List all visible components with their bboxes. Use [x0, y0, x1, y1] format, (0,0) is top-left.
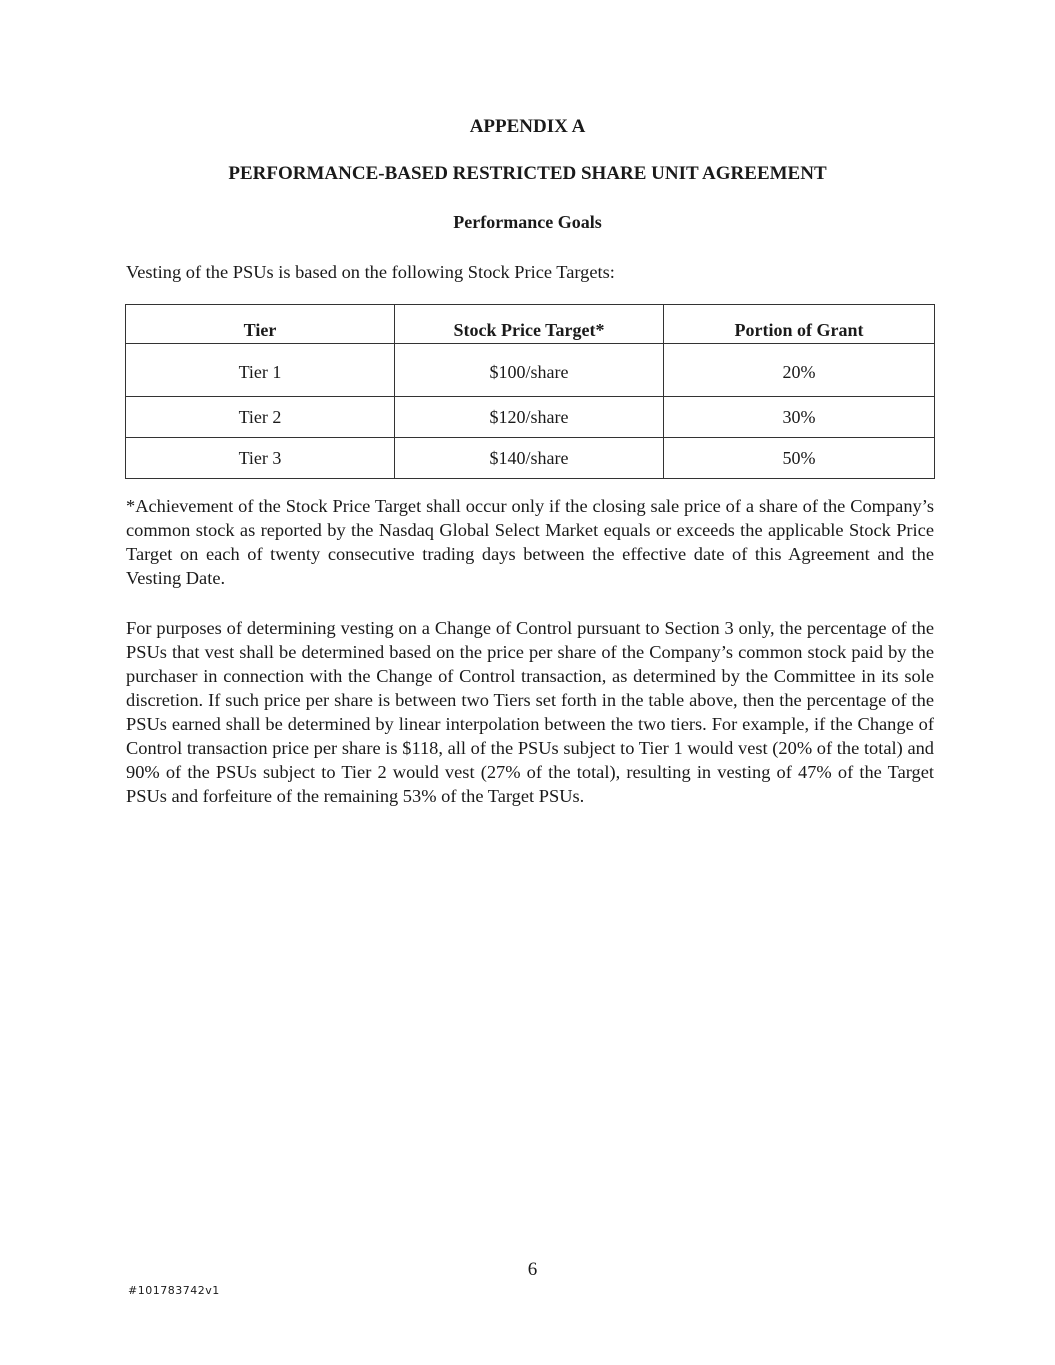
portion-cell: 20% — [664, 344, 935, 397]
table-row — [126, 438, 935, 479]
table-header-row — [126, 305, 935, 344]
change-of-control-paragraph: For purposes of determining vesting on a Change of Control pursuant to Section 3 only, the percentage of the PSUs that vest shall be determined based on the price per share of the Company’s common stock paid by the purchaser in connection with the Change of Control transaction, as determined by the Committee in its sole discretion. If such price per share is between two Tiers set forth in the table above, then the percentage of the PSUs earned shall be determined by linear interpolation between the two tiers. For example, if the Change of Control transaction price per share is $118, all of the PSUs subject to Tier 1 would vest (20% of the total) and 90% of the PSUs subject to Tier 2 would vest (27% of the total), resulting in vesting of 47% of the Target PSUs and forfeiture of the remaining 53% of the Target PSUs. — [126, 618, 934, 806]
portion-cell: 50% — [664, 438, 935, 479]
section-title: Performance Goals — [453, 212, 602, 232]
appendix-title: APPENDIX A — [469, 116, 586, 137]
header-stock-price-target: Stock Price Target* — [395, 305, 664, 344]
agreement-title: PERFORMANCE-BASED RESTRICTED SHARE UNIT AGREEMENT — [228, 163, 827, 184]
table-row — [126, 397, 935, 438]
page-number: 6 — [527, 1259, 538, 1280]
tier-cell: Tier 3 — [126, 438, 395, 479]
header-tier: Tier — [126, 305, 395, 344]
header-portion-of-grant: Portion of Grant — [664, 305, 935, 344]
price-target-cell: $120/share — [395, 397, 664, 438]
price-target-cell: $100/share — [395, 344, 664, 397]
portion-cell: 30% — [664, 397, 935, 438]
price-target-cell: $140/share — [395, 438, 664, 479]
table-row — [126, 344, 935, 397]
intro-paragraph: Vesting of the PSUs is based on the following Stock Price Targets: — [126, 262, 615, 282]
stock-price-targets-table — [125, 304, 935, 479]
tier-cell: Tier 2 — [126, 397, 395, 438]
footnote-paragraph: *Achievement of the Stock Price Target shall occur only if the closing sale price of a share of the Company’s common stock as reported by the Nasdaq Global Select Market equals or exceeds the applicable Stock Price Target on each of twenty consecutive trading days between the effective date of this Agreement and the Vesting Date. — [126, 496, 934, 588]
tier-cell: Tier 1 — [126, 344, 395, 397]
document-id: #101783742v1 — [128, 1284, 220, 1297]
